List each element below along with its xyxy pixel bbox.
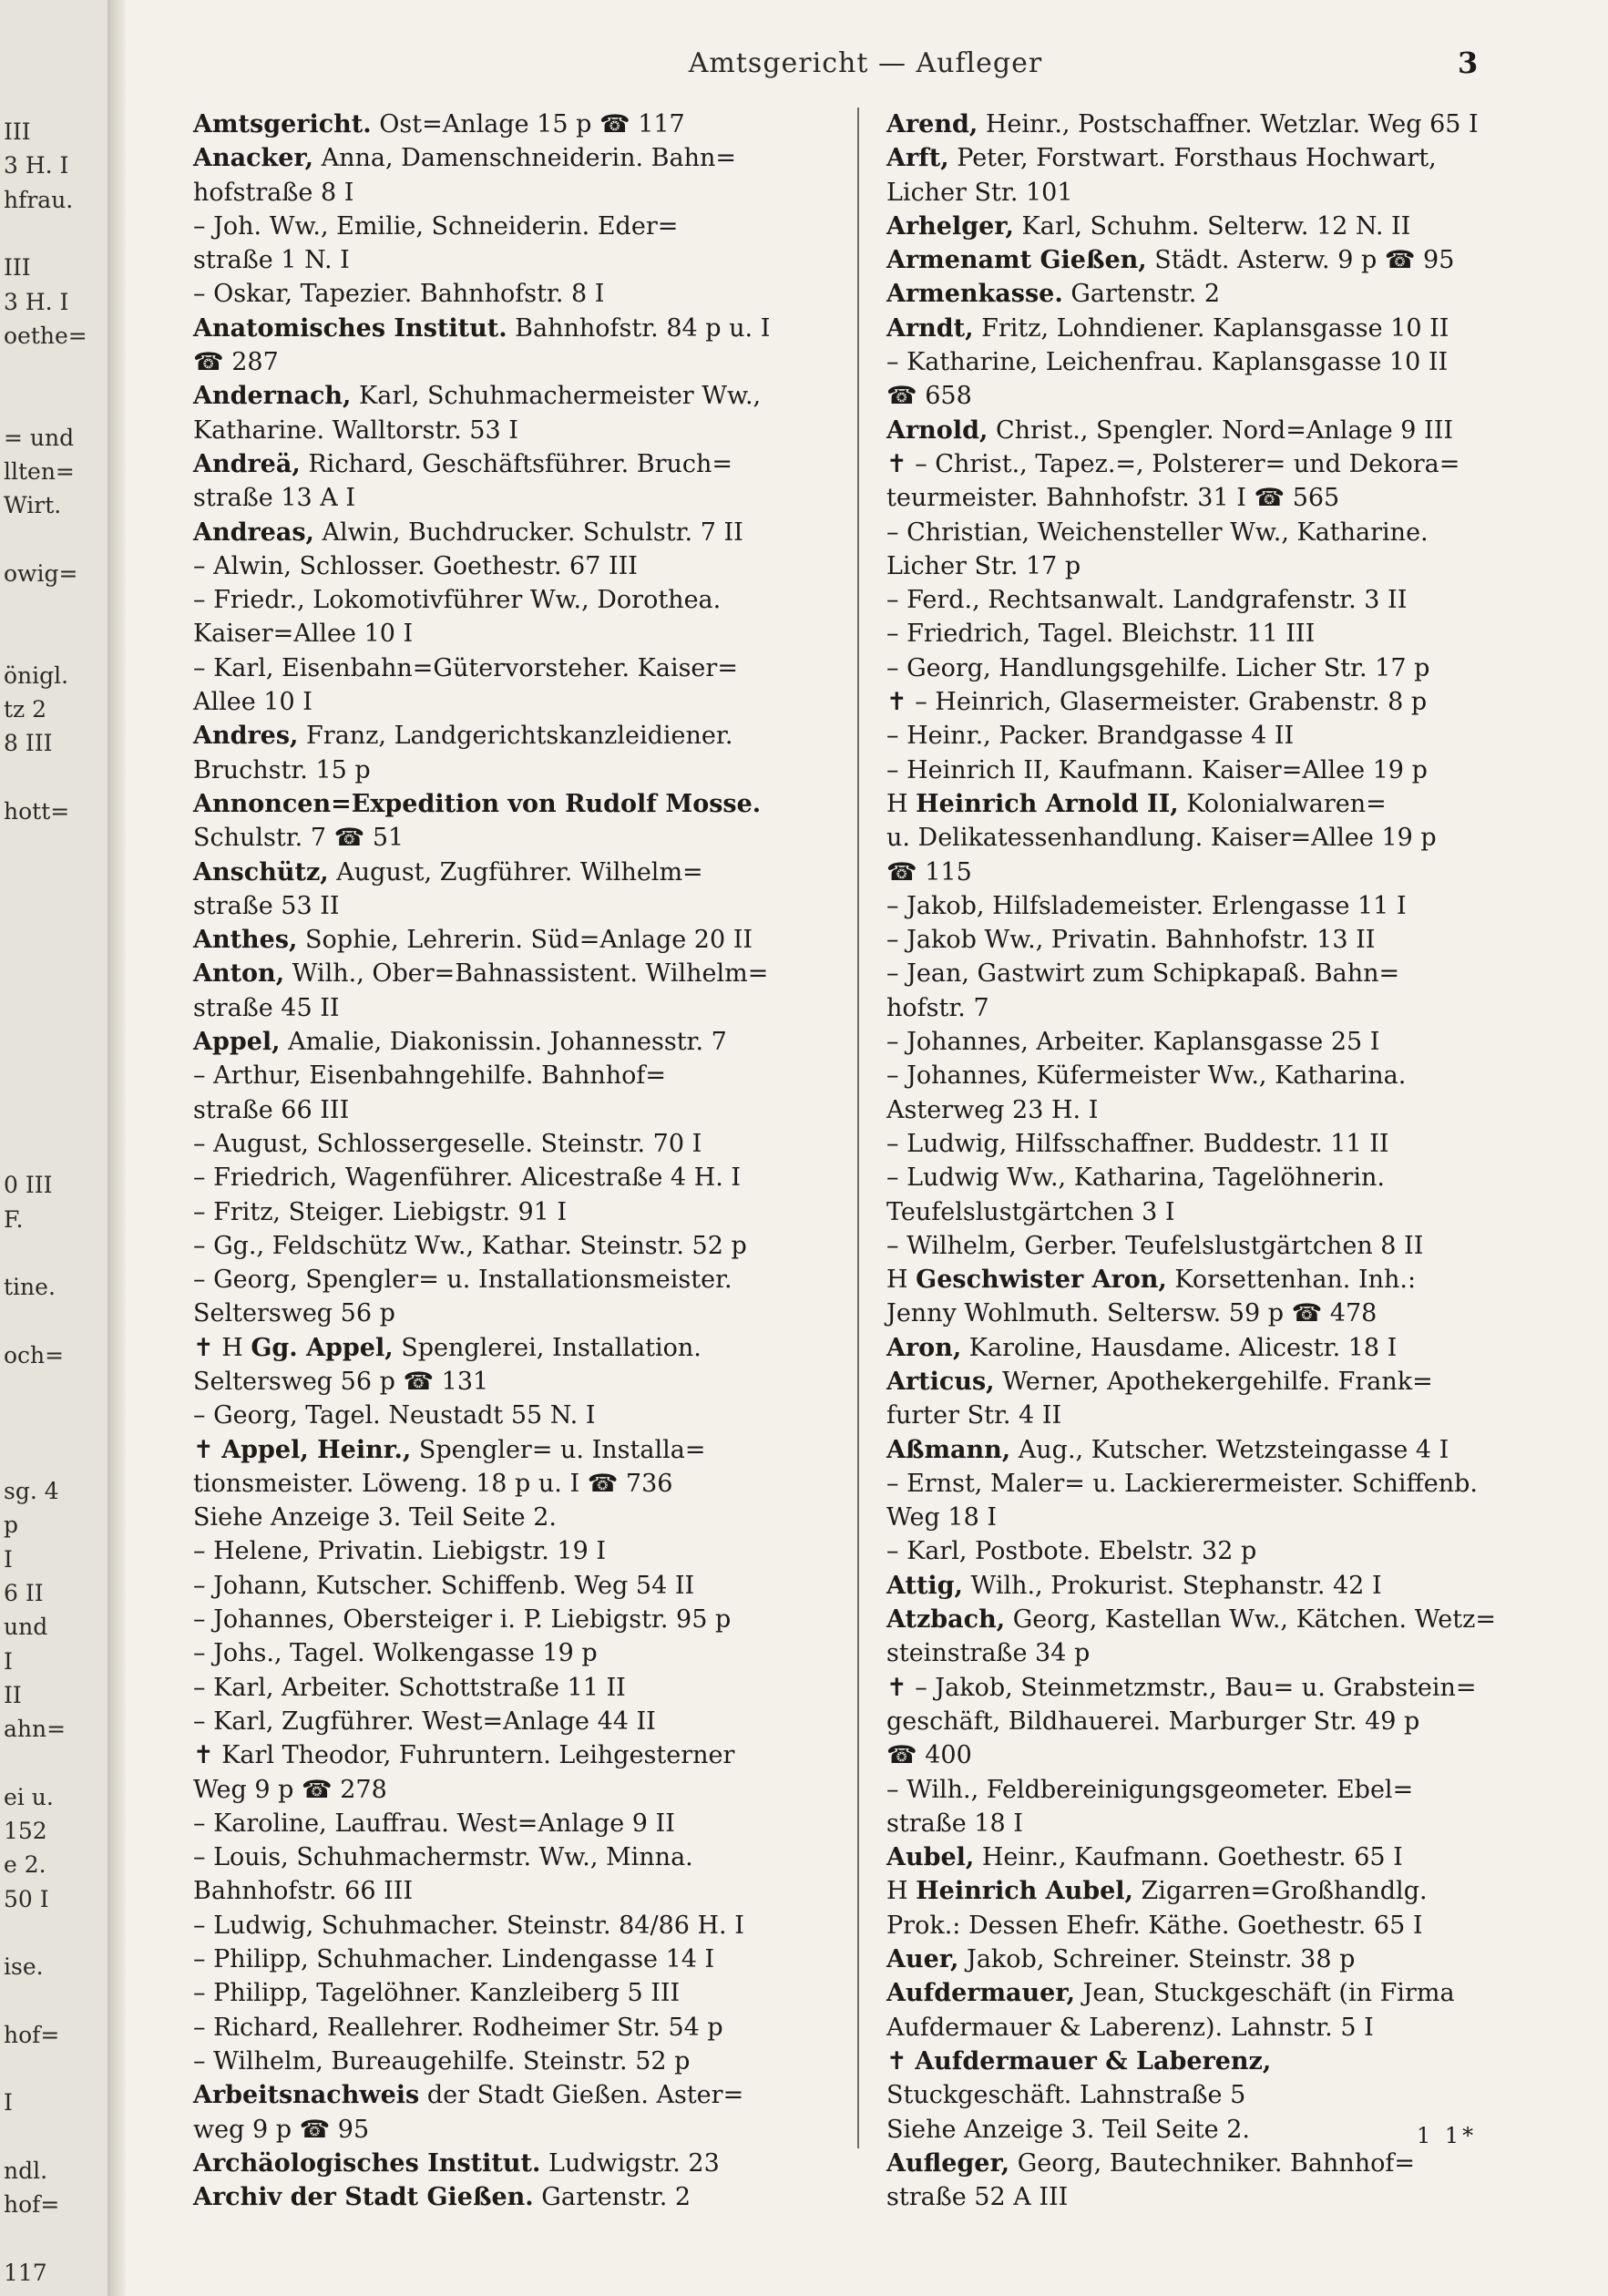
entry-line: Arbeitsnachweis der Stadt Gießen. Aster= <box>193 2081 744 2110</box>
entry-line: H Geschwister Aron, Korsettenhan. Inh.: <box>886 1266 1417 1295</box>
entry-line: straße 52 A III <box>886 2183 1069 2212</box>
entry-headword: Heinrich Aubel, <box>916 1877 1133 1906</box>
entry-line: Siehe Anzeige 3. Teil Seite 2. <box>886 2115 1251 2144</box>
entry-line: ☎ 658 <box>886 382 972 411</box>
entry-line: Weg 18 I <box>886 1503 997 1532</box>
directory-entry <box>193 719 856 787</box>
entry-line: Andreas, Alwin, Buchdrucker. Schulstr. 7 II <box>193 518 743 547</box>
entry-line: Prok.: Dessen Ehefr. Käthe. Goethestr. 65 I <box>886 1911 1423 1940</box>
entry-line: furter Str. 4 II <box>886 1401 1062 1430</box>
entry-line: hofstr. 7 <box>886 993 989 1022</box>
edge-fragment: 0 III <box>4 1172 53 1199</box>
directory-entry <box>193 1705 856 1738</box>
entry-headword: Andres, <box>193 722 299 751</box>
directory-entry <box>193 651 856 720</box>
entry-line: – Georg, Tagel. Neustadt 55 N. I <box>193 1401 596 1430</box>
entry-line: Bruchstr. 15 p <box>193 755 371 784</box>
column-divider <box>857 108 859 2148</box>
directory-entry <box>193 210 856 278</box>
entry-line: – Arthur, Eisenbahngehilfe. Bahnhof= <box>193 1061 666 1091</box>
entry-headword: Anschütz, <box>193 857 329 887</box>
entry-line: u. Delikatessenhandlung. Kaiser=Allee 19 p <box>886 824 1437 853</box>
entry-line: – Richard, Reallehrer. Rodheimer Str. 54 p <box>193 2013 723 2042</box>
entry-line: Anschütz, August, Zugführer. Wilhelm= <box>193 857 703 887</box>
entry-line: Appel, Amalie, Diakonissin. Johannesstr. 7 <box>193 1028 727 1057</box>
entry-line: Kaiser=Allee 10 I <box>193 620 414 649</box>
edge-fragment: II <box>4 1681 22 1708</box>
directory-entry <box>193 379 856 447</box>
edge-fragment: e 2. <box>4 1851 46 1879</box>
directory-entry <box>193 787 856 856</box>
edge-fragment: p <box>4 1512 19 1539</box>
entry-headword: Andreä, <box>193 449 301 478</box>
entry-line: Armenkasse. Gartenstr. 2 <box>886 280 1221 309</box>
edge-fragment: tz 2 <box>4 696 47 723</box>
entry-line: steinstraße 34 p <box>886 1639 1091 1668</box>
entry-headword: Arft, <box>886 144 949 173</box>
entry-headword: Aßmann, <box>886 1435 1011 1464</box>
entry-line: – Philipp, Schuhmacher. Lindengasse 14 I <box>193 1945 715 1974</box>
entry-line: H Heinrich Arnold II, Kolonialwaren= <box>886 789 1387 818</box>
directory-entry <box>886 2147 1550 2215</box>
directory-entry <box>193 141 856 210</box>
directory-entry <box>886 957 1550 1025</box>
entry-line: Anton, Wilh., Ober=Bahnassistent. Wilhelm= <box>193 959 769 989</box>
directory-entry <box>193 856 856 924</box>
entry-headword: Geschwister Aron, <box>916 1266 1167 1295</box>
entry-line: ✝ Appel, Heinr., Spengler= u. Installa= <box>193 1435 706 1464</box>
entry-headword: Aufdermauer & Laberenz, <box>915 2046 1272 2076</box>
entry-line: ✝ Karl Theodor, Fuhruntern. Leihgesterner <box>193 1741 735 1770</box>
page-number: 3 <box>1458 46 1479 80</box>
entry-line: Anacker, Anna, Damenschneiderin. Bahn= <box>193 144 736 173</box>
directory-entry <box>193 1534 856 1568</box>
entry-line: geschäft, Bildhauerei. Marburger Str. 49 p <box>886 1707 1420 1736</box>
entry-headword: Articus, <box>886 1367 995 1396</box>
directory-entry <box>886 651 1550 685</box>
entry-line: – Johannes, Obersteiger i. P. Liebigstr. 95 p <box>193 1605 732 1635</box>
directory-entry <box>193 1636 856 1670</box>
entry-line: – Karl, Postbote. Ebelstr. 32 p <box>886 1537 1257 1566</box>
entry-line: tionsmeister. Löweng. 18 p u. I ☎ 736 <box>193 1469 673 1498</box>
entry-headword: Armenamt Gießen, <box>886 246 1147 275</box>
entry-line: H Heinrich Aubel, Zigarren=Großhandlg. <box>886 1877 1428 1906</box>
entry-line: – Alwin, Schlosser. Goethestr. 67 III <box>193 551 638 580</box>
directory-entry <box>193 1399 856 1432</box>
entry-line: Asterweg 23 H. I <box>886 1095 1099 1124</box>
entry-line: Aufleger, Georg, Bautechniker. Bahnhof= <box>886 2148 1415 2178</box>
entry-line: – Wilhelm, Bureaugehilfe. Steinstr. 52 p <box>193 2046 691 2076</box>
entry-headword: Appel, <box>193 1028 281 1057</box>
edge-fragment: III <box>4 118 31 145</box>
entry-line: – Wilh., Feldbereinigungsgeometer. Ebel= <box>886 1775 1414 1804</box>
edge-fragment: 3 H. I <box>4 288 69 315</box>
entry-line: – Ferd., Rechtsanwalt. Landgrafenstr. 3 II <box>886 586 1408 615</box>
directory-entry <box>193 1840 856 1909</box>
directory-entry <box>886 1976 1550 2045</box>
left-column <box>193 108 856 2214</box>
entry-line: Aufdermauer & Laberenz). Lahnstr. 5 I <box>886 2013 1374 2042</box>
directory-entry <box>193 1942 856 1976</box>
entry-headword: Aufleger, <box>886 2148 1010 2178</box>
directory-entry <box>193 1976 856 2010</box>
directory-entry <box>193 1738 856 1807</box>
entry-line: ☎ 287 <box>193 348 279 377</box>
entry-line: straße 18 I <box>886 1809 1023 1838</box>
directory-entry <box>886 889 1550 923</box>
entry-line: – Oskar, Tapezier. Bahnhofstr. 8 I <box>193 280 605 309</box>
entry-line: – Wilhelm, Gerber. Teufelslustgärtchen 8 II <box>886 1231 1424 1260</box>
entry-line: – Heinr., Packer. Brandgasse 4 II <box>886 722 1295 751</box>
entry-line: ☎ 400 <box>886 1741 972 1770</box>
entry-line: – Ludwig, Schuhmacher. Steinstr. 84/86 H. I <box>193 1911 744 1940</box>
entry-headword: Andreas, <box>193 518 314 547</box>
directory-entry <box>886 1603 1550 1671</box>
entry-line: ✝ – Jakob, Steinmetzmstr., Bau= u. Grabstein= <box>886 1673 1477 1702</box>
directory-entry <box>886 1025 1550 1059</box>
edge-fragment: hott= <box>4 798 70 825</box>
edge-fragment: I <box>4 1647 13 1675</box>
entry-line: – Ludwig, Hilfsschaffner. Buddestr. 11 II <box>886 1129 1389 1158</box>
directory-entry <box>886 719 1550 753</box>
directory-entry <box>193 447 856 516</box>
edge-fragment: ndl. <box>4 2158 48 2184</box>
edge-fragment: llten= <box>4 458 75 485</box>
directory-entry <box>193 312 856 380</box>
edge-fragment: Wirt. <box>4 492 62 519</box>
directory-entry <box>886 1534 1550 1568</box>
directory-entry <box>193 1263 856 1331</box>
entry-headword: Attig, <box>886 1571 963 1600</box>
entry-headword: Auer, <box>886 1945 959 1974</box>
entry-headword: Aron, <box>886 1333 962 1362</box>
entry-line: Aubel, Heinr., Kaufmann. Goethestr. 65 I <box>886 1843 1403 1872</box>
directory-entry <box>193 2147 856 2180</box>
directory-entry <box>886 1161 1550 1229</box>
edge-fragment: och= <box>4 1341 65 1368</box>
entry-line: Aron, Karoline, Hausdame. Alicestr. 18 I <box>886 1333 1398 1362</box>
directory-entry <box>193 1059 856 1127</box>
edge-fragment: hof= <box>4 2191 60 2219</box>
entry-line: Aufdermauer, Jean, Stuckgeschäft (in Firma <box>886 1979 1455 2008</box>
entry-headword: Arnold, <box>886 415 988 445</box>
entry-line: – Gg., Feldschütz Ww., Kathar. Steinstr. 52 p <box>193 1231 747 1260</box>
entry-line: – Johann, Kutscher. Schiffenb. Weg 54 II <box>193 1571 695 1600</box>
entry-headword: Arend, <box>886 110 978 138</box>
entry-line: Arnold, Christ., Spengler. Nord=Anlage 9 III <box>886 415 1454 445</box>
directory-entry <box>193 1909 856 1942</box>
edge-fragment: ise. <box>4 1953 44 1981</box>
directory-entry <box>886 1059 1550 1127</box>
directory-entry <box>193 1331 856 1399</box>
entry-line: ✝ Aufdermauer & Laberenz, <box>886 2046 1272 2076</box>
edge-fragment: = und <box>4 424 75 451</box>
entry-line: Arend, Heinr., Postschaffner. Wetzlar. Weg 65 I <box>886 110 1479 138</box>
directory-entry <box>886 1942 1550 1976</box>
entry-line: – Friedrich, Wagenführer. Alicestraße 4 H. I <box>193 1163 742 1193</box>
entry-line: straße 66 III <box>193 1095 350 1124</box>
edge-fragment: 117 <box>4 2259 47 2286</box>
directory-entry <box>886 1773 1550 1841</box>
directory-entry <box>886 447 1550 516</box>
entry-headword: Arndt, <box>886 313 974 343</box>
directory-entry <box>886 414 1550 447</box>
entry-line: Auer, Jakob, Schreiner. Steinstr. 38 p <box>886 1945 1356 1974</box>
right-column <box>886 108 1550 2214</box>
entry-line: – Joh. Ww., Emilie, Schneiderin. Eder= <box>193 211 679 241</box>
running-header: Amtsgericht — Aufleger <box>688 47 1043 79</box>
directory-entry <box>193 2011 856 2045</box>
entry-line: teurmeister. Bahnhofstr. 31 I ☎ 565 <box>886 484 1340 513</box>
directory-entry <box>886 753 1550 787</box>
directory-entry <box>886 1467 1550 1535</box>
directory-entry <box>886 516 1550 584</box>
entry-line: Anatomisches Institut. Bahnhofstr. 84 p u. I <box>193 313 771 343</box>
entry-line: – Karoline, Lauffrau. West=Anlage 9 II <box>193 1809 675 1838</box>
directory-entry <box>193 2078 856 2147</box>
entry-headword: Appel, Heinr., <box>221 1435 412 1464</box>
entry-line: – Karl, Eisenbahn=Gütervorsteher. Kaiser= <box>193 653 738 682</box>
directory-entry <box>886 210 1550 243</box>
entry-headword: Atzbach, <box>886 1605 1006 1635</box>
entry-line: – Friedr., Lokomotivführer Ww., Dorothea. <box>193 586 722 615</box>
directory-entry <box>193 1603 856 1636</box>
entry-line: – Karl, Arbeiter. Schottstraße 11 II <box>193 1673 626 1702</box>
entry-line: ✝ – Heinrich, Glasermeister. Grabenstr. 8 p <box>886 688 1428 717</box>
entry-line: straße 45 II <box>193 993 340 1022</box>
entry-line: Seltersweg 56 p <box>193 1299 395 1328</box>
directory-entry <box>886 923 1550 957</box>
entry-headword: Anthes, <box>193 926 298 955</box>
entry-headword: Aubel, <box>886 1843 975 1872</box>
entry-line: straße 13 A I <box>193 484 355 513</box>
entry-line: Armenamt Gießen, Städt. Asterw. 9 p ☎ 95 <box>886 246 1455 275</box>
edge-fragment: III <box>4 254 31 282</box>
edge-fragment: I <box>4 2089 13 2117</box>
directory-entry <box>886 1263 1550 1331</box>
edge-fragment: und <box>4 1614 48 1641</box>
adjacent-page-edge <box>0 0 109 2296</box>
edge-fragment: 3 H. I <box>4 152 69 179</box>
entry-line: – Jakob Ww., Privatin. Bahnhofstr. 13 II <box>886 926 1376 955</box>
entry-headword: Arbeitsnachweis <box>193 2081 420 2110</box>
directory-entry <box>193 1195 856 1229</box>
directory-entry <box>193 1807 856 1840</box>
entry-line: Licher Str. 101 <box>886 178 1073 207</box>
edge-fragment: F. <box>4 1205 24 1233</box>
entry-line: Bahnhofstr. 66 III <box>193 1877 414 1906</box>
entry-headword: Amtsgericht. <box>193 110 372 138</box>
entry-line: – Friedrich, Tagel. Bleichstr. 11 III <box>886 620 1316 649</box>
entry-line: hofstraße 8 I <box>193 178 354 207</box>
directory-entry <box>193 1433 856 1535</box>
entry-line: – Georg, Handlungsgehilfe. Licher Str. 17 p <box>886 653 1430 682</box>
directory-entry <box>886 277 1550 311</box>
edge-fragment: hof= <box>4 2021 60 2048</box>
entry-headword: Andernach, <box>193 382 352 411</box>
directory-entry <box>886 345 1550 414</box>
directory-entry <box>193 108 856 141</box>
entry-line: Stuckgeschäft. Lahnstraße 5 <box>886 2081 1246 2110</box>
entry-line: – Jakob, Hilfslademeister. Erlengasse 11 I <box>886 891 1407 920</box>
directory-entry <box>886 1127 1550 1161</box>
entry-line: – Ernst, Maler= u. Lackierermeister. Schiffenb. <box>886 1469 1478 1498</box>
edge-fragment: hfrau. <box>4 186 74 213</box>
entry-headword: Annoncen=Expedition von Rudolf Mosse. <box>193 789 762 818</box>
entry-line: Articus, Werner, Apothekergehilfe. Frank= <box>886 1367 1433 1396</box>
entry-headword: Archiv der Stadt Gießen. <box>193 2183 534 2212</box>
directory-entry <box>193 923 856 957</box>
directory-entry <box>886 1229 1550 1263</box>
directory-entry <box>886 1365 1550 1433</box>
directory-entry <box>193 1025 856 1059</box>
entry-line: Siehe Anzeige 3. Teil Seite 2. <box>193 1503 558 1532</box>
edge-fragment: 152 <box>4 1818 47 1844</box>
directory-entry <box>886 141 1550 210</box>
entry-line: Atzbach, Georg, Kastellan Ww., Kätchen. Wetz= <box>886 1605 1496 1635</box>
entry-line: Jenny Wohlmuth. Seltersw. 59 p ☎ 478 <box>886 1299 1378 1328</box>
entry-line: Archäologisches Institut. Ludwigstr. 23 <box>193 2148 720 2178</box>
entry-headword: Heinrich Arnold II, <box>916 789 1179 818</box>
entry-line: – August, Schlossergeselle. Steinstr. 70 I <box>193 1129 702 1158</box>
entry-line: Licher Str. 17 p <box>886 551 1081 580</box>
entry-line: – Ludwig Ww., Katharina, Tagelöhnerin. <box>886 1163 1385 1193</box>
entry-line: weg 9 p ☎ 95 <box>193 2115 370 2144</box>
entry-line: Schulstr. 7 ☎ 51 <box>193 824 405 853</box>
directory-entry <box>886 243 1550 277</box>
entry-line: Attig, Wilh., Prokurist. Stephanstr. 42 I <box>886 1571 1382 1600</box>
signature-mark: 1 1* <box>1417 2123 1478 2148</box>
entry-line: ✝ H Gg. Appel, Spenglerei, Installation. <box>193 1333 702 1362</box>
entry-line: – Johannes, Küfermeister Ww., Katharina. <box>886 1061 1407 1091</box>
directory-entry <box>193 1127 856 1161</box>
edge-fragment: I <box>4 1545 13 1573</box>
edge-fragment: önigl. <box>4 661 69 689</box>
entry-headword: Anacker, <box>193 144 314 173</box>
entry-line: Weg 9 p ☎ 278 <box>193 1775 387 1804</box>
entry-line: Andres, Franz, Landgerichtskanzleidiener. <box>193 722 733 751</box>
entry-line: Aßmann, Aug., Kutscher. Wetzsteingasse 4 I <box>886 1435 1449 1464</box>
edge-fragment: ei u. <box>4 1783 54 1810</box>
directory-entry <box>193 2045 856 2078</box>
edge-fragment: tine. <box>4 1274 56 1301</box>
entry-line: Arhelger, Karl, Schuhm. Selterw. 12 N. II <box>886 211 1411 241</box>
edge-fragment: oethe= <box>4 322 87 349</box>
directory-entry <box>886 1874 1550 1942</box>
directory-entry <box>886 685 1550 719</box>
edge-fragment: ahn= <box>4 1716 67 1743</box>
directory-entry <box>193 1229 856 1263</box>
edge-fragment: 6 II <box>4 1579 44 1606</box>
entry-line: straße 53 II <box>193 891 340 920</box>
directory-entry <box>886 787 1550 889</box>
directory-entry <box>886 1840 1550 1874</box>
entry-line: – Louis, Schuhmachermstr. Ww., Minna. <box>193 1843 693 1872</box>
directory-entry <box>886 617 1550 651</box>
edge-fragment: owig= <box>4 559 78 587</box>
entry-line: – Johs., Tagel. Wolkengasse 19 p <box>193 1639 598 1668</box>
entry-line: ☎ 115 <box>886 857 972 887</box>
edge-fragment: 50 I <box>4 1885 49 1912</box>
entry-headword: Anatomisches Institut. <box>193 313 507 343</box>
directory-entry <box>886 312 1550 345</box>
directory-entry <box>193 277 856 311</box>
directory-entry <box>193 1671 856 1705</box>
entry-line: Teufelslustgärtchen 3 I <box>886 1197 1175 1226</box>
directory-entry <box>886 108 1550 141</box>
edge-fragment: sg. 4 <box>4 1478 59 1504</box>
directory-entry <box>886 1433 1550 1467</box>
entry-line: – Helene, Privatin. Liebigstr. 19 I <box>193 1537 607 1566</box>
entry-line: – Heinrich II, Kaufmann. Kaiser=Allee 19 p <box>886 755 1428 784</box>
book-gutter <box>108 0 126 2296</box>
entry-line: Katharine. Walltorstr. 53 I <box>193 415 518 445</box>
directory-entry <box>193 957 856 1025</box>
entry-line: ✝ – Christ., Tapez.=, Polsterer= und Dekora= <box>886 449 1460 478</box>
directory-entry <box>193 516 856 549</box>
directory-entry <box>886 1569 1550 1603</box>
directory-entry <box>886 1671 1550 1773</box>
entry-headword: Aufdermauer, <box>886 1979 1076 2008</box>
entry-line: straße 1 N. I <box>193 246 350 275</box>
entry-line: Andernach, Karl, Schuhmachermeister Ww., <box>193 382 762 411</box>
entry-line <box>193 787 856 821</box>
directory-entry <box>886 583 1550 617</box>
entry-line: – Georg, Spengler= u. Installationsmeister. <box>193 1266 732 1295</box>
directory-entry <box>193 583 856 651</box>
entry-line: Amtsgericht. Ost=Anlage 15 p ☎ 117 <box>193 110 685 138</box>
entry-line: – Philipp, Tagelöhner. Kanzleiberg 5 III <box>193 1979 681 2008</box>
entry-line: Seltersweg 56 p ☎ 131 <box>193 1367 489 1396</box>
entry-headword: Anton, <box>193 959 285 989</box>
entry-line: – Katharine, Leichenfrau. Kaplansgasse 10 II <box>886 348 1449 377</box>
entry-line: – Fritz, Steiger. Liebigstr. 91 I <box>193 1197 568 1226</box>
entry-line: – Jean, Gastwirt zum Schipkapaß. Bahn= <box>886 959 1400 989</box>
entry-headword: Arhelger, <box>886 211 1014 241</box>
entry-line: – Johannes, Arbeiter. Kaplansgasse 25 I <box>886 1028 1380 1057</box>
entry-headword: Gg. Appel, <box>251 1333 394 1362</box>
edge-fragment: 8 III <box>4 730 53 757</box>
directory-entry <box>193 549 856 583</box>
directory-entry <box>193 1569 856 1603</box>
entry-line: – Christian, Weichensteller Ww., Katharine. <box>886 518 1429 547</box>
entry-line: Arndt, Fritz, Lohndiener. Kaplansgasse 10 II <box>886 313 1449 343</box>
entry-line: Archiv der Stadt Gießen. Gartenstr. 2 <box>193 2183 691 2212</box>
entry-line: Andreä, Richard, Geschäftsführer. Bruch= <box>193 449 733 478</box>
entry-headword: Armenkasse. <box>886 280 1063 309</box>
entry-line: Anthes, Sophie, Lehrerin. Süd=Anlage 20 II <box>193 926 753 955</box>
entry-headword: Archäologisches Institut. <box>193 2148 541 2178</box>
directory-entry <box>886 1331 1550 1365</box>
entry-line: Allee 10 I <box>193 688 312 717</box>
entry-line: – Karl, Zugführer. West=Anlage 44 II <box>193 1707 656 1736</box>
directory-entry <box>193 2180 856 2214</box>
entry-line: Arft, Peter, Forstwart. Forsthaus Hochwart, <box>886 144 1437 173</box>
directory-entry <box>193 1161 856 1194</box>
